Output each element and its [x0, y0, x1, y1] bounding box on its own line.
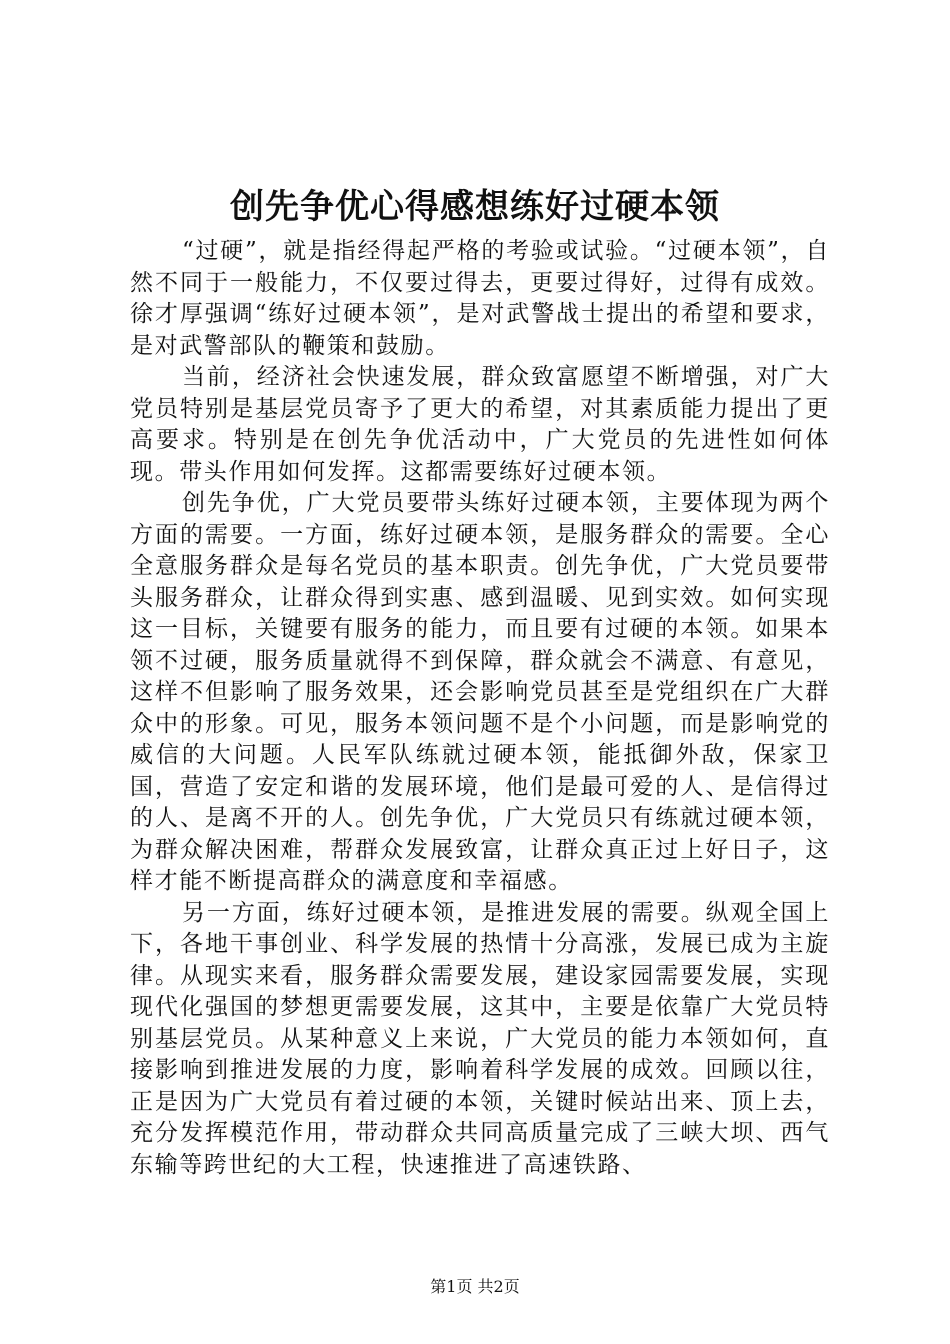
paragraph-2: 当前，经济社会快速发展，群众致富愿望不断增强，对广大党员特别是基层党员寄予了更大的希望，对其素质能力提出了更高要求。特别是在创先争优活动中，广大党员的先进性如何体现。带头作用如何发挥。这都需要练好过硬本领。 [130, 364, 830, 485]
paragraph-3: 创先争优，广大党员要带头练好过硬本领，主要体现为两个方面的需要。一方面，练好过硬本领，是服务群众的需要。全心全意服务群众是每名党员的基本职责。创先争优，广大党员要带头服务群众，让群众得到实惠、感到温暖、见到实效。如何实现这一目标，关键要有服务的能力，而且要有过硬的本领。如果本领不过硬，服务质量就得不到保障，群众就会不满意、有意见，这样不但影响了服务效果，还会影响党员甚至是党组织在广大群众中的形象。可见，服务本领问题不是个小问题，而是影响党的威信的大问题。人民军队练就过硬本领，能抵御外敌，保家卫国，营造了安定和谐的发展环境，他们是最可爱的人、是信得过的人、是离不开的人。创先争优，广大党员只有练就过硬本领，为群众解决困难，帮群众发展致富，让群众真正过上好日子，这样才能不断提高群众的满意度和幸福感。 [130, 490, 830, 894]
document-title: 创先争优心得感想练好过硬本领 [230, 187, 720, 227]
paragraph-4: 另一方面，练好过硬本领，是推进发展的需要。纵观全国上下，各地干事创业、科学发展的热情十分高涨，发展已成为主旋律。从现实来看，服务群众需要发展，建设家园需要发展，实现现代化强国的梦想更需要发展，这其中，主要是依靠广大党员特别基层党员。从某种意义上来说，广大党员的能力本领如何，直接影响到推进发展的力度，影响着科学发展的成效。回顾以往，正是因为广大党员有着过硬的本领，关键时候站出来、顶上去，充分发挥模范作用，带动群众共同高质量完成了三峡大坝、西气东输等跨世纪的大工程，快速推进了高速铁路、 [130, 899, 830, 1178]
page-number-footer: 第1页 共2页 [430, 1277, 520, 1296]
paragraph-1: “过硬”，就是指经得起严格的考验或试验。“过硬本领”，自然不同于一般能力，不仅要过得去，更要过得好，过得有成效。徐才厚强调“练好过硬本领”，是对武警战士提出的希望和要求，是对武警部队的鞭策和鼓励。 [130, 238, 830, 359]
document-body [130, 236, 830, 1181]
